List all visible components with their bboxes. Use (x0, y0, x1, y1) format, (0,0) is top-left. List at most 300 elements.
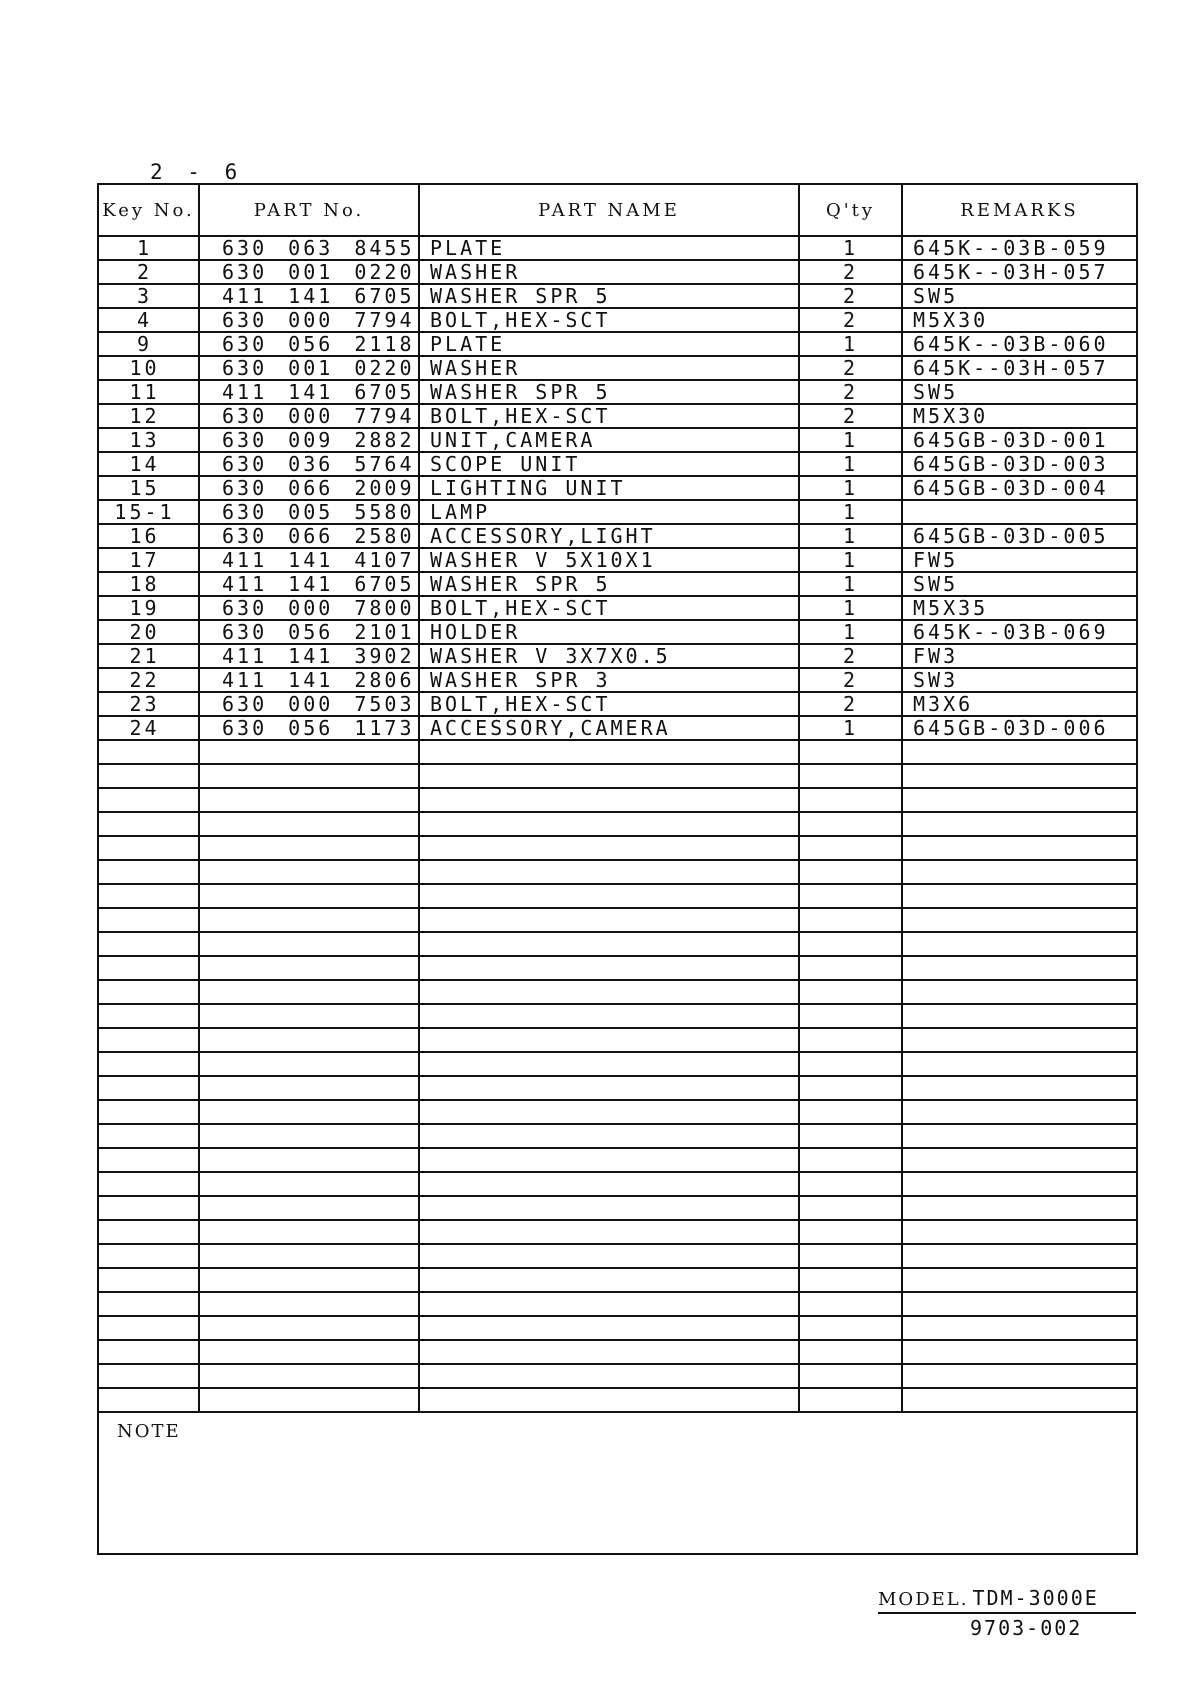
part-no-cell: 630 056 2101 (199, 620, 419, 644)
blank-cell (199, 980, 419, 1004)
table-row (98, 644, 1137, 668)
blank-cell (98, 1268, 199, 1292)
blank-table-row (98, 1100, 1137, 1124)
blank-cell (902, 1292, 1137, 1316)
blank-table-row (98, 1076, 1137, 1100)
blank-cell (799, 1220, 902, 1244)
blank-table-row (98, 884, 1137, 908)
blank-cell (902, 1316, 1137, 1340)
remarks-cell: FW5 (902, 548, 1137, 572)
table-row (98, 716, 1137, 740)
remarks-cell: M3X6 (902, 692, 1137, 716)
key-cell: 16 (98, 524, 199, 548)
blank-cell (419, 956, 799, 980)
blank-cell (199, 740, 419, 764)
remarks-cell: 645GB-03D-004 (902, 476, 1137, 500)
table-row (98, 572, 1137, 596)
blank-cell (902, 764, 1137, 788)
key-cell: 11 (98, 380, 199, 404)
blank-cell (419, 932, 799, 956)
part-name-cell: PLATE (419, 236, 799, 260)
blank-cell (419, 788, 799, 812)
remarks-cell: 645GB-03D-001 (902, 428, 1137, 452)
qty-cell: 1 (799, 428, 902, 452)
blank-cell (199, 1196, 419, 1220)
part-no-cell: 411 141 6705 (199, 284, 419, 308)
blank-cell (419, 812, 799, 836)
blank-cell (799, 1100, 902, 1124)
table-row (98, 452, 1137, 476)
qty-cell: 2 (799, 404, 902, 428)
part-name-cell: WASHER SPR 5 (419, 284, 799, 308)
remarks-cell (902, 500, 1137, 524)
blank-cell (419, 1172, 799, 1196)
blank-table-row (98, 1220, 1137, 1244)
blank-cell (419, 1028, 799, 1052)
part-no-cell: 411 141 6705 (199, 380, 419, 404)
qty-cell: 2 (799, 356, 902, 380)
blank-cell (902, 836, 1137, 860)
part-no-cell: 630 009 2882 (199, 428, 419, 452)
part-no-cell: 630 036 5764 (199, 452, 419, 476)
remarks-cell: 645K--03B-060 (902, 332, 1137, 356)
blank-table-row (98, 1052, 1137, 1076)
remarks-cell: M5X30 (902, 404, 1137, 428)
blank-table-row (98, 1172, 1137, 1196)
blank-table-row (98, 764, 1137, 788)
blank-cell (902, 1100, 1137, 1124)
blank-cell (419, 1196, 799, 1220)
part-no-cell: 411 141 2806 (199, 668, 419, 692)
blank-cell (419, 836, 799, 860)
blank-cell (199, 1364, 419, 1388)
blank-cell (799, 980, 902, 1004)
blank-table-row (98, 980, 1137, 1004)
blank-cell (419, 1316, 799, 1340)
blank-cell (199, 1244, 419, 1268)
key-cell: 10 (98, 356, 199, 380)
part-no-cell: 630 005 5580 (199, 500, 419, 524)
table-row (98, 380, 1137, 404)
blank-table-row (98, 812, 1137, 836)
key-cell: 21 (98, 644, 199, 668)
blank-cell (799, 1244, 902, 1268)
key-cell: 24 (98, 716, 199, 740)
blank-cell (199, 1124, 419, 1148)
key-cell: 15 (98, 476, 199, 500)
qty-cell: 1 (799, 452, 902, 476)
blank-cell (199, 1100, 419, 1124)
blank-cell (799, 1196, 902, 1220)
blank-cell (98, 884, 199, 908)
blank-cell (98, 1004, 199, 1028)
blank-cell (419, 1244, 799, 1268)
part-no-cell: 630 056 1173 (199, 716, 419, 740)
key-cell: 19 (98, 596, 199, 620)
blank-cell (902, 1172, 1137, 1196)
blank-cell (98, 1196, 199, 1220)
blank-cell (98, 836, 199, 860)
blank-cell (799, 1292, 902, 1316)
key-cell: 18 (98, 572, 199, 596)
part-name-cell: WASHER V 5X10X1 (419, 548, 799, 572)
part-no-cell: 630 000 7794 (199, 308, 419, 332)
blank-cell (902, 1076, 1137, 1100)
blank-cell (98, 1364, 199, 1388)
blank-cell (902, 1028, 1137, 1052)
remarks-cell: SW3 (902, 668, 1137, 692)
blank-cell (902, 1268, 1137, 1292)
qty-cell: 1 (799, 548, 902, 572)
part-name-cell: WASHER V 3X7X0.5 (419, 644, 799, 668)
blank-cell (419, 1148, 799, 1172)
table-row (98, 356, 1137, 380)
part-no-cell: 630 066 2580 (199, 524, 419, 548)
qty-cell: 1 (799, 332, 902, 356)
blank-cell (902, 860, 1137, 884)
blank-cell (199, 764, 419, 788)
blank-cell (199, 860, 419, 884)
blank-table-row (98, 1340, 1137, 1364)
blank-cell (799, 884, 902, 908)
blank-cell (199, 1220, 419, 1244)
blank-cell (799, 1076, 902, 1100)
blank-table-row (98, 908, 1137, 932)
blank-cell (199, 1028, 419, 1052)
blank-cell (799, 1340, 902, 1364)
part-name-cell: LIGHTING UNIT (419, 476, 799, 500)
table-header-row (98, 184, 1137, 236)
blank-cell (902, 956, 1137, 980)
note-label: NOTE (117, 1421, 181, 1442)
blank-cell (98, 1028, 199, 1052)
blank-cell (799, 1364, 902, 1388)
key-cell: 23 (98, 692, 199, 716)
qty-cell: 2 (799, 644, 902, 668)
note-area (98, 1412, 1137, 1554)
blank-cell (199, 932, 419, 956)
blank-cell (419, 908, 799, 932)
blank-cell (199, 1340, 419, 1364)
blank-cell (902, 1388, 1137, 1412)
part-no-cell: 630 001 0220 (199, 356, 419, 380)
blank-cell (98, 1244, 199, 1268)
blank-cell (98, 1292, 199, 1316)
blank-cell (799, 932, 902, 956)
remarks-cell: FW3 (902, 644, 1137, 668)
blank-cell (799, 908, 902, 932)
blank-cell (902, 740, 1137, 764)
blank-cell (799, 1388, 902, 1412)
qty-cell: 2 (799, 284, 902, 308)
parts-list-table (97, 183, 1138, 1555)
blank-cell (199, 884, 419, 908)
blank-cell (199, 1004, 419, 1028)
column-header-key-no: Key No. (98, 184, 199, 236)
table-row (98, 284, 1137, 308)
column-header-qty: Q'ty (799, 184, 902, 236)
qty-cell: 2 (799, 692, 902, 716)
blank-cell (902, 1148, 1137, 1172)
blank-cell (902, 884, 1137, 908)
part-name-cell: WASHER SPR 5 (419, 572, 799, 596)
part-no-cell: 630 063 8455 (199, 236, 419, 260)
part-name-cell: HOLDER (419, 620, 799, 644)
part-no-cell: 630 000 7800 (199, 596, 419, 620)
table-row (98, 692, 1137, 716)
table-row (98, 620, 1137, 644)
table-row (98, 476, 1137, 500)
blank-cell (902, 908, 1137, 932)
part-no-cell: 630 066 2009 (199, 476, 419, 500)
blank-cell (419, 860, 799, 884)
blank-cell (419, 1052, 799, 1076)
model-line (878, 1586, 1136, 1614)
blank-cell (902, 1004, 1137, 1028)
blank-table-row (98, 860, 1137, 884)
blank-table-row (98, 1244, 1137, 1268)
parts-table-body (98, 236, 1137, 1412)
table-row (98, 548, 1137, 572)
qty-cell: 1 (799, 572, 902, 596)
part-no-cell: 630 000 7794 (199, 404, 419, 428)
part-no-cell: 411 141 4107 (199, 548, 419, 572)
table-row (98, 332, 1137, 356)
part-name-cell: LAMP (419, 500, 799, 524)
blank-cell (98, 1052, 199, 1076)
part-name-cell: WASHER SPR 3 (419, 668, 799, 692)
key-cell: 17 (98, 548, 199, 572)
blank-cell (419, 1076, 799, 1100)
remarks-cell: 645GB-03D-005 (902, 524, 1137, 548)
part-no-cell: 411 141 6705 (199, 572, 419, 596)
table-row (98, 428, 1137, 452)
blank-cell (799, 1052, 902, 1076)
blank-cell (98, 1340, 199, 1364)
table-row (98, 596, 1137, 620)
blank-cell (98, 764, 199, 788)
blank-cell (199, 1388, 419, 1412)
blank-cell (419, 1124, 799, 1148)
remarks-cell: 645K--03B-069 (902, 620, 1137, 644)
remarks-cell: SW5 (902, 284, 1137, 308)
blank-cell (98, 1316, 199, 1340)
remarks-cell: M5X35 (902, 596, 1137, 620)
key-cell: 3 (98, 284, 199, 308)
blank-table-row (98, 1004, 1137, 1028)
part-name-cell: ACCESSORY,LIGHT (419, 524, 799, 548)
blank-cell (799, 812, 902, 836)
blank-cell (799, 740, 902, 764)
blank-table-row (98, 1268, 1137, 1292)
blank-cell (799, 1148, 902, 1172)
blank-cell (902, 1052, 1137, 1076)
table-row (98, 524, 1137, 548)
remarks-cell: 645GB-03D-006 (902, 716, 1137, 740)
column-header-part-no: PART No. (199, 184, 419, 236)
blank-table-row (98, 1316, 1137, 1340)
blank-cell (199, 788, 419, 812)
page-number: 2 - 6 (150, 160, 244, 184)
blank-cell (98, 1148, 199, 1172)
part-name-cell: BOLT,HEX-SCT (419, 596, 799, 620)
blank-cell (902, 812, 1137, 836)
blank-table-row (98, 1148, 1137, 1172)
blank-cell (902, 1244, 1137, 1268)
part-name-cell: PLATE (419, 332, 799, 356)
blank-cell (902, 1124, 1137, 1148)
blank-cell (902, 1340, 1137, 1364)
blank-cell (199, 1268, 419, 1292)
part-no-cell: 630 056 2118 (199, 332, 419, 356)
blank-cell (419, 1220, 799, 1244)
blank-cell (799, 1124, 902, 1148)
qty-cell: 1 (799, 524, 902, 548)
blank-cell (98, 860, 199, 884)
table-row (98, 260, 1137, 284)
blank-cell (98, 1124, 199, 1148)
key-cell: 22 (98, 668, 199, 692)
remarks-cell: SW5 (902, 572, 1137, 596)
qty-cell: 1 (799, 716, 902, 740)
blank-cell (199, 908, 419, 932)
model-footer (878, 1586, 1136, 1640)
blank-cell (199, 1076, 419, 1100)
blank-cell (419, 1292, 799, 1316)
blank-cell (98, 1172, 199, 1196)
document-code: 9703-002 (970, 1616, 1083, 1640)
column-header-part-name: PART NAME (419, 184, 799, 236)
blank-cell (199, 1052, 419, 1076)
remarks-cell: M5X30 (902, 308, 1137, 332)
blank-cell (199, 1292, 419, 1316)
qty-cell: 2 (799, 380, 902, 404)
remarks-cell: 645GB-03D-003 (902, 452, 1137, 476)
qty-cell: 1 (799, 620, 902, 644)
blank-table-row (98, 836, 1137, 860)
qty-cell: 1 (799, 500, 902, 524)
part-name-cell: BOLT,HEX-SCT (419, 308, 799, 332)
blank-cell (199, 812, 419, 836)
table-row (98, 500, 1137, 524)
blank-cell (799, 860, 902, 884)
remarks-cell: 645K--03H-057 (902, 260, 1137, 284)
blank-cell (98, 932, 199, 956)
blank-cell (799, 1028, 902, 1052)
key-cell: 15-1 (98, 500, 199, 524)
blank-cell (799, 1268, 902, 1292)
part-name-cell: WASHER (419, 356, 799, 380)
qty-cell: 1 (799, 596, 902, 620)
key-cell: 9 (98, 332, 199, 356)
blank-table-row (98, 1124, 1137, 1148)
blank-cell (98, 1100, 199, 1124)
blank-cell (199, 1148, 419, 1172)
blank-cell (799, 788, 902, 812)
blank-table-row (98, 956, 1137, 980)
blank-cell (419, 1388, 799, 1412)
remarks-cell: 645K--03B-059 (902, 236, 1137, 260)
part-no-cell: 630 000 7503 (199, 692, 419, 716)
blank-cell (419, 980, 799, 1004)
blank-cell (419, 740, 799, 764)
blank-cell (98, 1076, 199, 1100)
part-name-cell: WASHER SPR 5 (419, 380, 799, 404)
blank-cell (419, 1268, 799, 1292)
key-cell: 20 (98, 620, 199, 644)
qty-cell: 1 (799, 236, 902, 260)
key-cell: 12 (98, 404, 199, 428)
qty-cell: 2 (799, 308, 902, 332)
blank-cell (799, 1004, 902, 1028)
part-name-cell: BOLT,HEX-SCT (419, 404, 799, 428)
table-row (98, 668, 1137, 692)
key-cell: 14 (98, 452, 199, 476)
key-cell: 2 (98, 260, 199, 284)
model-label: MODEL. (878, 1589, 969, 1610)
blank-cell (199, 1316, 419, 1340)
blank-cell (799, 764, 902, 788)
table-row (98, 308, 1137, 332)
qty-cell: 1 (799, 476, 902, 500)
column-header-remarks: REMARKS (902, 184, 1137, 236)
blank-cell (98, 740, 199, 764)
blank-table-row (98, 1196, 1137, 1220)
part-name-cell: ACCESSORY,CAMERA (419, 716, 799, 740)
blank-table-row (98, 1028, 1137, 1052)
blank-cell (98, 1220, 199, 1244)
part-no-cell: 630 001 0220 (199, 260, 419, 284)
blank-cell (98, 956, 199, 980)
blank-cell (799, 1316, 902, 1340)
blank-cell (799, 1172, 902, 1196)
note-row (98, 1412, 1137, 1554)
blank-cell (419, 884, 799, 908)
part-name-cell: UNIT,CAMERA (419, 428, 799, 452)
blank-cell (199, 956, 419, 980)
blank-cell (419, 1340, 799, 1364)
key-cell: 13 (98, 428, 199, 452)
table-row (98, 404, 1137, 428)
blank-table-row (98, 1364, 1137, 1388)
blank-cell (902, 932, 1137, 956)
part-name-cell: SCOPE UNIT (419, 452, 799, 476)
blank-cell (419, 1004, 799, 1028)
blank-cell (799, 836, 902, 860)
blank-cell (902, 788, 1137, 812)
qty-cell: 2 (799, 260, 902, 284)
blank-table-row (98, 1292, 1137, 1316)
blank-cell (419, 1100, 799, 1124)
table-row (98, 236, 1137, 260)
blank-cell (98, 812, 199, 836)
blank-cell (98, 908, 199, 932)
blank-table-row (98, 788, 1137, 812)
key-cell: 4 (98, 308, 199, 332)
blank-cell (98, 980, 199, 1004)
blank-cell (902, 980, 1137, 1004)
model-value: TDM-3000E (972, 1586, 1099, 1610)
part-no-cell: 411 141 3902 (199, 644, 419, 668)
remarks-cell: 645K--03H-057 (902, 356, 1137, 380)
blank-cell (199, 836, 419, 860)
part-name-cell: WASHER (419, 260, 799, 284)
blank-cell (419, 1364, 799, 1388)
blank-cell (98, 788, 199, 812)
blank-cell (902, 1220, 1137, 1244)
blank-cell (799, 956, 902, 980)
part-name-cell: BOLT,HEX-SCT (419, 692, 799, 716)
